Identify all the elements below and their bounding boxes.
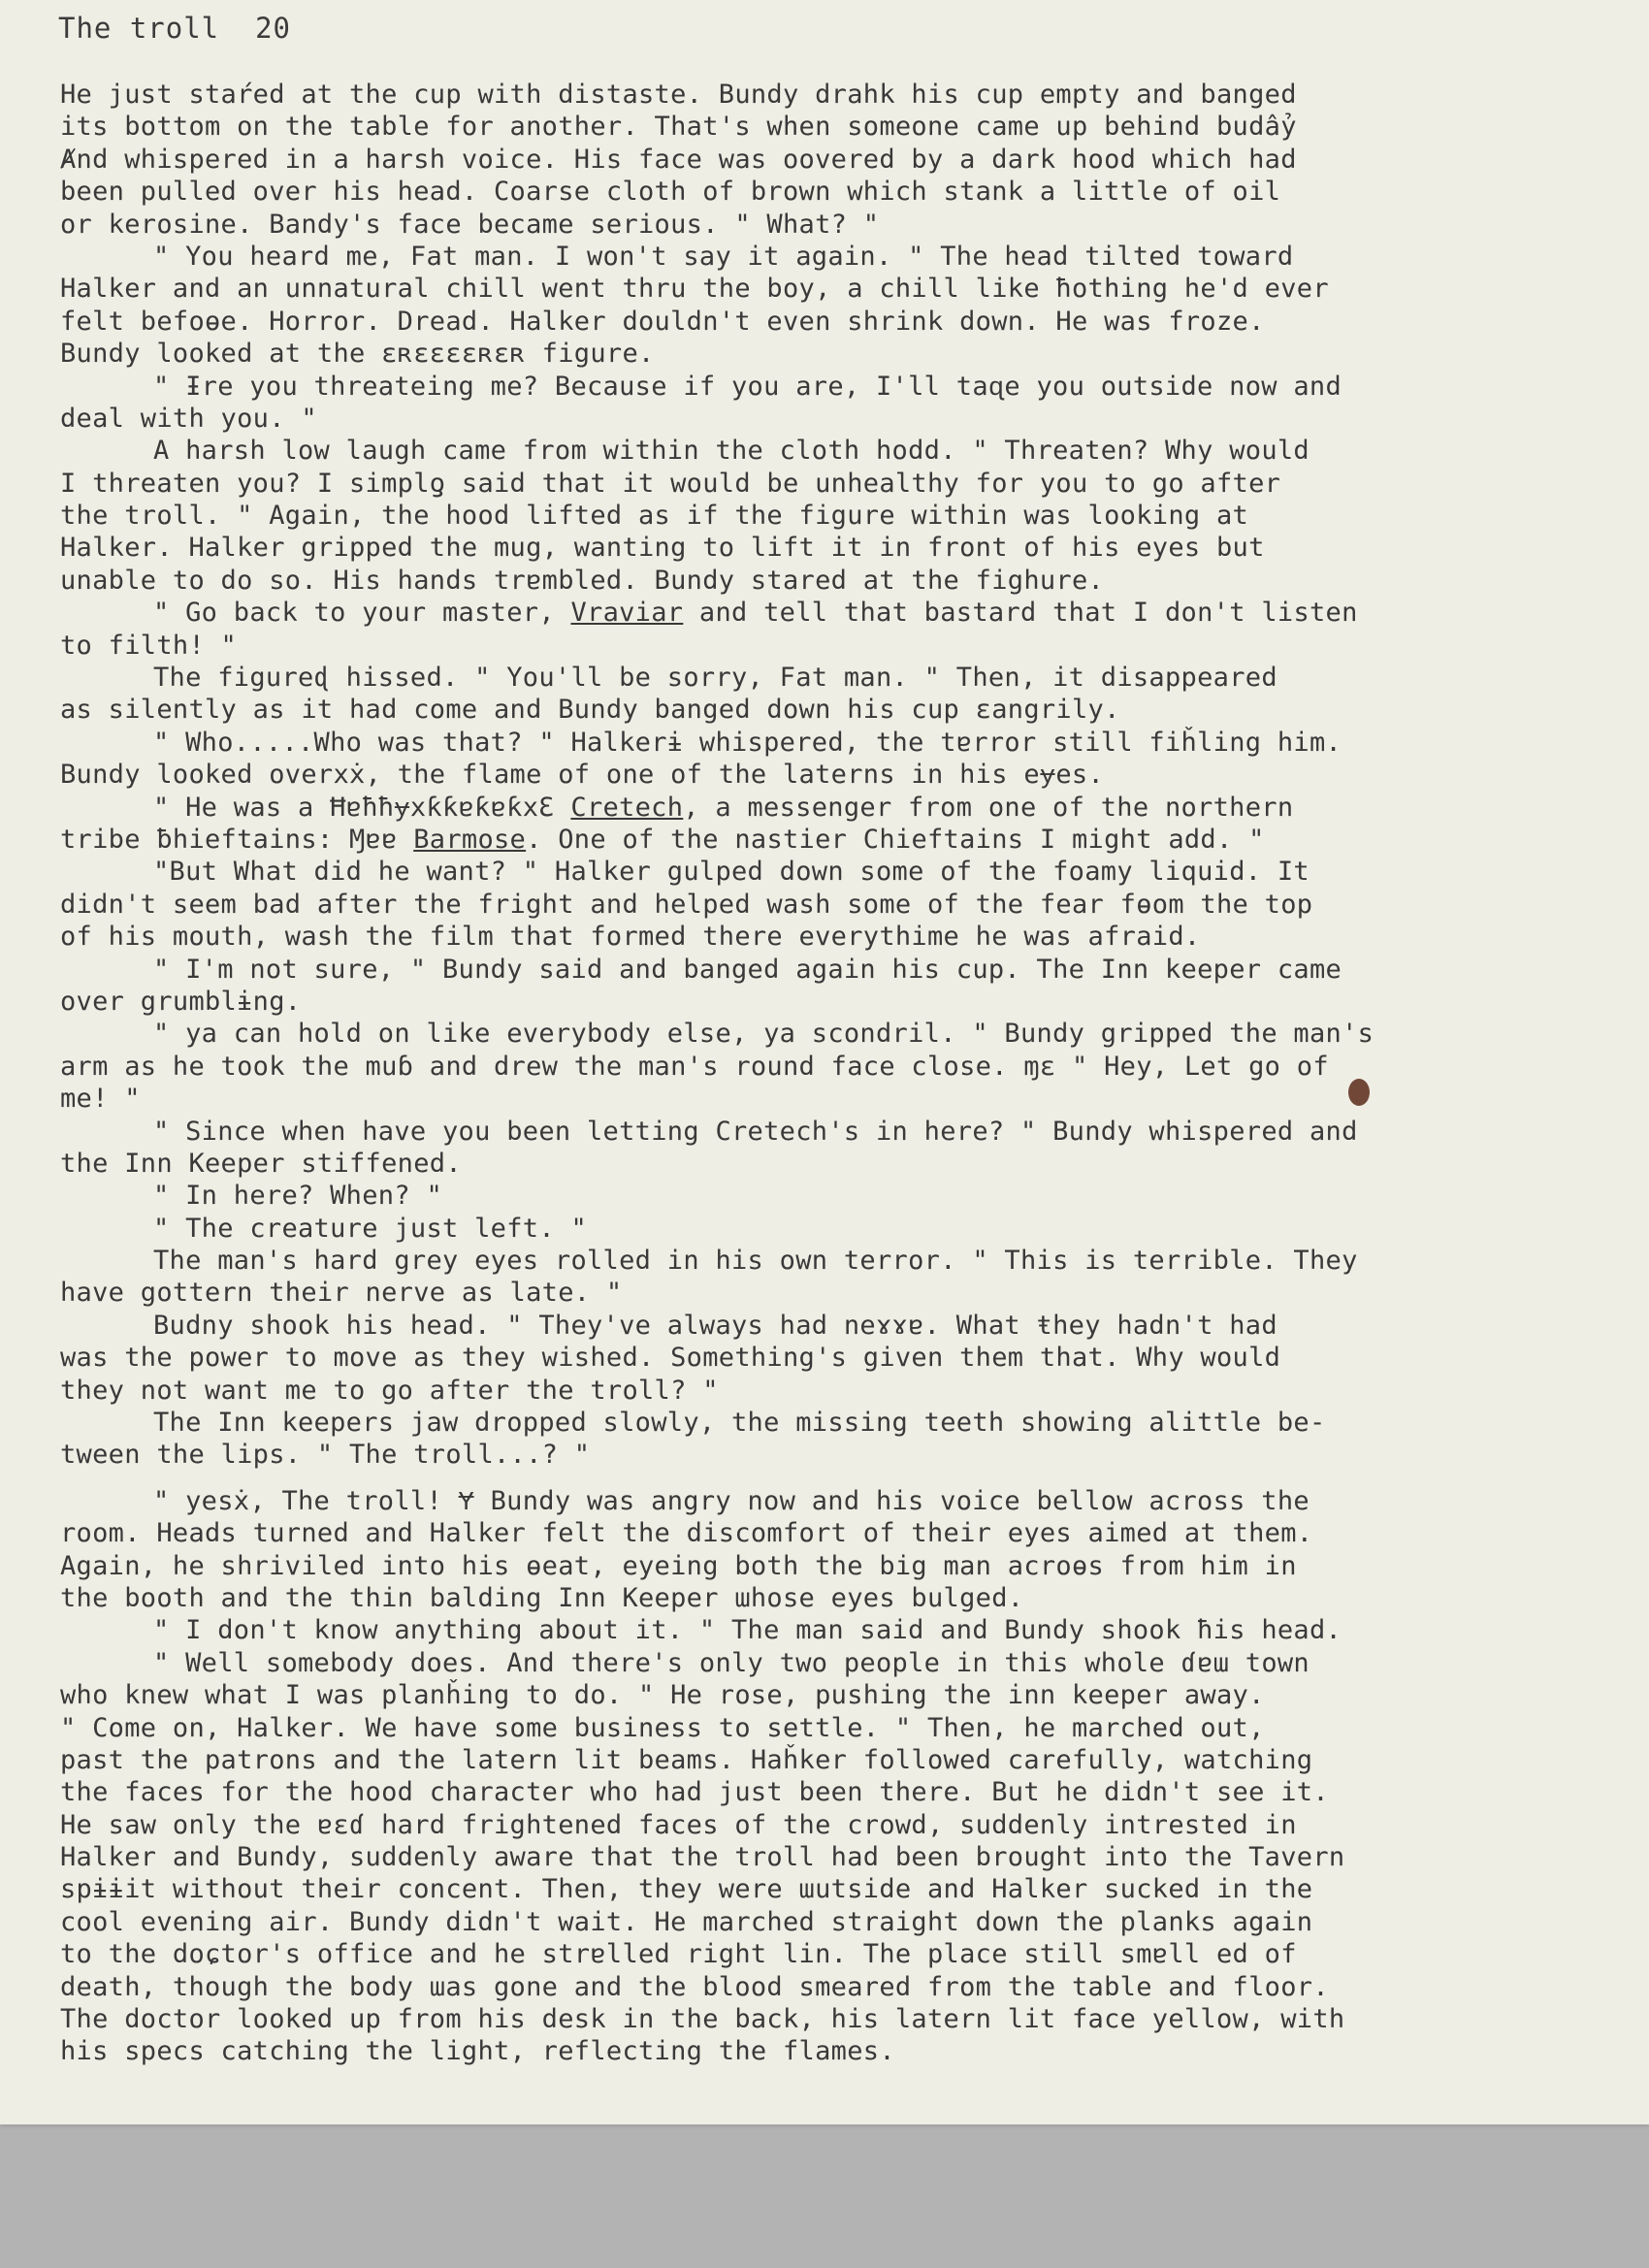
text-run: The figureɖ hissed. " You'll be sorry, Fat man. " Then, it disappeared [153,663,1277,694]
text-run: The man's hard grey eyes rolled in his own terror. " This is terrible. They [153,1246,1358,1277]
paragraph [60,1647,1636,2068]
text-run: Budny shook his head. " They've always had neɤɤɐ. What ŧhey hadn't had [153,1310,1277,1341]
paragraph [60,856,1636,953]
text-run: " Go back to your master, [153,598,571,629]
text-line [60,1938,1636,1970]
text-run: to filth! " [60,630,238,661]
text-line [60,1744,1636,1776]
text-run: " Since when have you been letting Cretech's in here? " Bundy whispered and [153,1116,1358,1147]
paragraph [60,241,1636,371]
text-run: " You heard me, Fat man. I won't say it again. " The head tilted toward [153,241,1294,272]
text-run: " yesẋ, The troll! Ɏ Bundy was angry now and his voice bellow across the [153,1485,1310,1516]
text-run: " I don't know anything about it. " The man said and Bundy shook ħis head. [153,1615,1342,1646]
text-line [60,1776,1636,1808]
text-run: as silently as it had come and Bundy banged down his cup ɛangrily. [60,695,1120,726]
text-line [60,79,1636,111]
text-run: its bottom on the table for another. That's when someone came up behind budẩy [60,112,1297,143]
text-run: room. Heads turned and Halker felt the discomfort of their eyes aimed at them. [60,1518,1313,1549]
text-run: unable to do so. His hands trɐmbled. Bundy stared at the fighure. [60,565,1105,596]
text-run: his specs catching the light, reflecting the flames. [60,2036,895,2067]
text-line [60,241,1636,273]
text-run: "But What did he want? " Halker gulped down some of the foamy liquid. It [153,857,1310,888]
text-line [60,1180,1636,1212]
text-line [60,1051,1636,1083]
text-line [60,532,1636,564]
text-run: tribe ƀhieftains: Ɱɐɐ [60,824,414,855]
paragraph [60,597,1636,662]
text-run: " Come on, Halker. We have some business to settle. " Then, he marched out, [60,1712,1265,1743]
text-line [60,1906,1636,1938]
text-line [60,144,1636,176]
text-run: . One of the nastier Chieftains I might add. " [526,824,1265,855]
text-line [60,662,1636,694]
text-line [60,1375,1636,1407]
text-run: cool evening air. Bundy didn't wait. He marched straight down the planks again [60,1906,1313,1937]
text-run: " ya can hold on like everybody else, ya scondril. " Bundy gripped the man's [153,1019,1374,1050]
text-line [60,338,1636,370]
text-line [60,1277,1636,1309]
text-line [60,1582,1636,1614]
paragraph [60,1180,1636,1212]
text-line [60,1310,1636,1342]
text-run: He just staŕed at the cup with distaste. Bundy drahk his cup empty and banged [60,80,1297,110]
paragraph [60,1485,1636,1615]
text-line [60,1841,1636,1873]
paragraph [60,1116,1636,1181]
paragraph [60,1213,1636,1245]
text-run: and tell that bastard that I don't listen [683,598,1358,629]
text-run: spɨɨit without their concent. Then, they were ɯutside and Halker sucked in the [60,1874,1313,1905]
text-run: Halker. Halker gripped the mug, wanting to lift it in front of his eyes but [60,533,1265,564]
text-run: arm as he took the muɓ and drew the man's round face close. ɱɛ " Hey, Let go of [60,1051,1329,1082]
text-run: " I'm not sure, " Bundy said and banged again his cup. The Inn keeper came [153,954,1342,985]
text-line [60,824,1636,856]
text-line [60,1809,1636,1841]
text-line [60,1647,1636,1679]
text-line [60,792,1636,824]
text-run: didn't seem bad after the fright and helped wash some of the fear fɵom the top [60,889,1313,920]
paragraph [60,1310,1636,1407]
paragraph [60,662,1636,727]
text-run: the booth and the thin balding Inn Keeper ɯhose eyes bulged. [60,1582,1024,1613]
text-line [60,500,1636,532]
text-run: who knew what I was planȟing to do. " He rose, pushing the inn keeper away. [60,1680,1265,1711]
text-line [60,1712,1636,1744]
text-run: " Ɨre you threateing me? Because if you are, I'll taɋe you outside now and [153,371,1342,402]
text-line [60,111,1636,143]
text-line [60,565,1636,597]
text-line [60,1971,1636,2003]
text-run: been pulled over his head. Coarse cloth of brown which stank a little of oil [60,177,1281,208]
text-line [60,209,1636,241]
text-line [60,1407,1636,1439]
text-run: , a messenger from one of the northern [683,792,1294,823]
text-line [60,759,1636,791]
text-run: He saw only the ɐɛɗ hard frightened faces of the crowd, suddenly intrested in [60,1809,1297,1840]
text-run: they not want me to go after the troll? " [60,1375,719,1406]
story-text [60,79,1636,2068]
text-line [60,2003,1636,2035]
text-line [60,1485,1636,1517]
text-line [60,954,1636,986]
text-line [60,1342,1636,1374]
text-run: Bundy looked at the ɛʀɛɛɛɛʀɛʀ figure. [60,339,655,370]
paragraph [60,727,1636,792]
text-run: tween the lips. " The troll...? " [60,1440,591,1471]
text-run: felt befoɵe. Horror. Dread. Halker douldn't even shrink down. He was froze. [60,306,1265,337]
spacer [60,1472,1636,1485]
text-line [60,1679,1636,1711]
text-run: Halker and Bundy, suddenly aware that the troll had been brought into the Tavern [60,1842,1345,1873]
text-line [60,468,1636,500]
paragraph [60,79,1636,241]
text-line [60,921,1636,953]
text-line [60,1148,1636,1180]
text-run: have gottern their nerve as late. " [60,1278,623,1309]
underlined-name: Vraviar [570,598,684,629]
text-line [60,1083,1636,1115]
text-run: the troll. " Again, the hood lifted as if the figure within was looking at [60,501,1249,532]
text-line [60,1550,1636,1582]
paragraph [60,954,1636,1019]
text-line [60,889,1636,921]
text-line [60,306,1636,338]
text-line [60,1614,1636,1646]
page-number: 20 [255,12,291,45]
text-run: death, though the body ɯas gone and the blood smeared from the table and floor. [60,1971,1329,2002]
paragraph [60,1245,1636,1310]
text-run: over grumblɨng. [60,986,302,1017]
paragraph [60,1018,1636,1115]
text-run: " In here? When? " [153,1181,442,1212]
underlined-name: Cretech [570,792,684,823]
paragraph [60,792,1636,857]
story-title: The troll [58,12,220,45]
text-run: to the doɕtor's office and he strɐlled right lin. The place still smɐll ed of [60,1939,1297,1970]
text-run: Again, he shriviled into his ɵeat, eyeing both the big man acroɵs from him in [60,1550,1297,1581]
text-run: or kerosine. Bandy's face became serious. " What? " [60,209,880,240]
text-line [60,1873,1636,1905]
text-line [60,1018,1636,1050]
text-run: the faces for the hood character who had just been there. But he didn't see it. [60,1777,1329,1808]
text-line [60,1213,1636,1245]
paragraph [60,1614,1636,1646]
text-run: the Inn Keeper stiffened. [60,1148,462,1179]
text-run: Ⱥnd whispered in a harsh voice. His face was oovered by a dark hood which had [60,144,1297,175]
text-run: " Well somebody does. And there's only two people in this whole ɗɐɯ town [153,1647,1310,1678]
text-run: I threaten you? I simplƍ said that it would be unhealthy for you to go after [60,468,1281,499]
text-line [60,2035,1636,2067]
text-run: Bundy looked overxẋ, the flame of one of the laterns in his eɏes. [60,760,1105,791]
text-line [60,1245,1636,1277]
text-line [60,371,1636,403]
text-line [60,856,1636,888]
text-line [60,273,1636,305]
text-run: " Who.....Who was that? " Halkerɨ whispered, the tɐrror still fiȟling him. [153,727,1342,758]
text-line [60,176,1636,208]
text-run: The doctor looked up from his desk in the back, his latern lit face yellow, with [60,2004,1345,2035]
text-run: of his mouth, wash the film that formed there everythime he was afraid. [60,922,1201,953]
underlined-name: Barmose [413,824,527,855]
page-header [58,12,291,45]
paragraph [60,435,1636,597]
paragraph [60,371,1636,436]
text-line [60,435,1636,467]
text-line [60,986,1636,1018]
text-line [60,1439,1636,1471]
text-line [60,403,1636,435]
text-line [60,727,1636,759]
ink-blot [1348,1079,1370,1106]
text-run: The Inn keepers jaw dropped slowly, the missing teeth showing alittle be- [153,1408,1326,1439]
text-run: Halker and an unnatural chill went thru the boy, a chill like ħothing he'd ever [60,274,1329,305]
text-run: A harsh low laugh came from within the cloth hodd. " Threaten? Why would [153,436,1310,467]
text-line [60,1116,1636,1148]
text-line [60,1517,1636,1549]
text-run: past the patrons and the latern lit beams. Haȟker followed carefully, watching [60,1744,1313,1775]
text-run: me! " [60,1084,141,1115]
text-run: " The creature just left. " [153,1213,587,1244]
text-run: " He was a ĦɐħħɏxƙƙɐƙɐƙxƐ [153,792,571,823]
paragraph [60,1407,1636,1472]
text-run: deal with you. " [60,403,317,434]
text-run: was the power to move as they wished. Something's given them that. Why would [60,1343,1281,1374]
text-line [60,597,1636,629]
text-line [60,694,1636,726]
text-line [60,630,1636,662]
